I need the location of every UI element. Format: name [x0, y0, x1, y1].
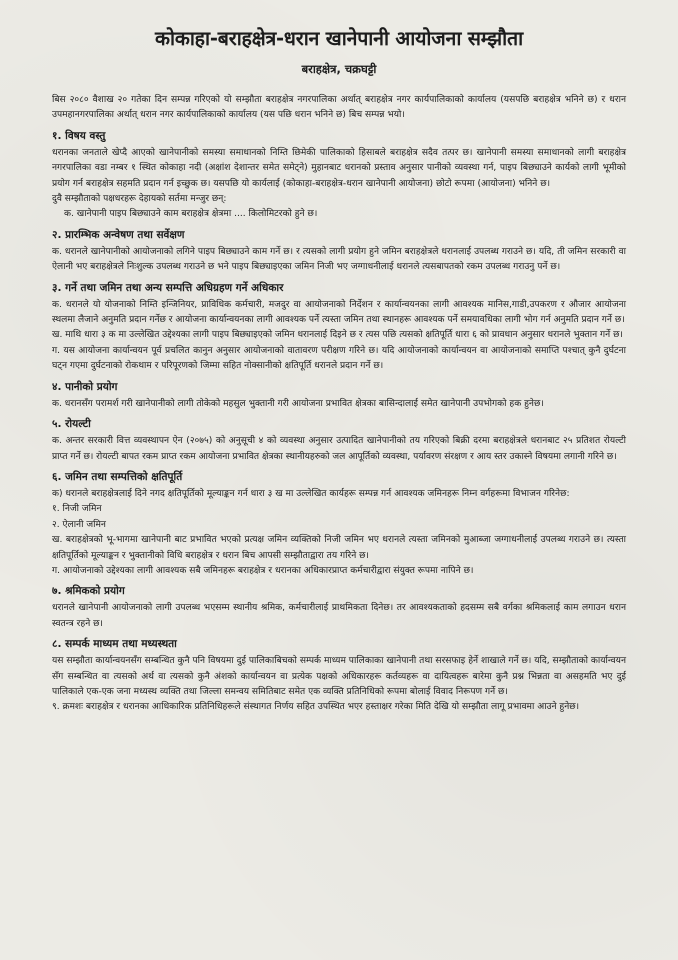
section-3-para-3: ग. यस आयोजना कार्यान्वयन पूर्व प्रचलित कानुन अनुसार आयोजनाको वातावरण परीक्षण गरिने छ। यदि आयोजनाको कार्यान्वयन वा आयोजनाको समाप्ति पश्चात् कुनै दुर्घटना घट्न गएमा दुर्घटनाको रोकथाम र परिपूरणको जिम्मा सहित नोक्सानीको क्षतिपूर्ति धरानले प्रदान गर्ने छ।: [52, 345, 626, 372]
section-3-para-1: क. धरानले यो योजनाको निम्ति इन्जिनियर, प्राविधिक कर्मचारी, मजदुर वा आयोजनाको निर्देशन र कार्यान्वयनका लागी आवश्यक मानिस,गाडी,उपकरण र औजार आयोजना स्थलमा लैजाने अनुमति प्रदान गर्नेछ र आयोजना कार्यान्वयनका लागी आवश्यक पर्ने त्यस्ता जमिन तथा स्थानहरू आवश्यक पर्ने समयावधिका लागी भोग गर्न अनुमति प्रदान गर्ने छ।: [52, 299, 626, 326]
section-1-heading: १. विषय वस्तु: [52, 129, 106, 142]
section-3-heading: ३. गर्ने तथा जमिन तथा अन्य सम्पत्ति अधिग्रहण गर्ने अधिकार: [52, 281, 284, 294]
section-7-para-1: धरानले खानेपानी आयोजनाको लागी उपलब्ध भएसम्म स्थानीय श्रमिक, कर्मचारीलाई प्राथमिकता दिनेछ। तर आवश्यकताको हदसम्म सबै वर्गका श्रमिकलाई काम लगाउन धरान स्वतन्त्र रहने छ।: [52, 603, 626, 629]
section-4-para-1: क. धरानसँग परामर्श गरी खानेपानीको लागी तोकेको महसुल भुक्तानी गरी आयोजना प्रभावित क्षेत्रका बासिन्दालाई समेत खानेपानी उपभोगको हक हुनेछ।: [52, 398, 544, 409]
section-8-para-1: यस सम्झौता कार्यान्वयनसँग सम्बन्धित कुनै पनि विषयमा दुई पालिकाबिचको सम्पर्क माध्यम पालिकाका खानेपानी तथा सरसफाइ हेर्ने शाखाले गर्ने छ। यदि, सम्झौताको कार्यान्वयन सँग सम्बन्धित वा त्यसको अर्थ वा त्यसको कुनै अंशको कार्यान्वयन वा प्रत्येक पक्षको अधिकारहरू कर्तव्यहरू वा दायित्वहरू बारेमा कुनै प्रश्न भिन्नता वा असहमति भए दुई पालिकाले एक-एक जना मध्यस्थ व्यक्ति तथा जिल्ला समन्वय समितिबाट समेत एक व्यक्ति प्रतिनिधिको रूपमा बोलाई विवाद निरूपण गर्ने छ।: [52, 656, 626, 697]
section-4-heading: ४. पानीको प्रयोग: [52, 380, 118, 393]
section-2-para-1: क. धरानले खानेपानीको आयोजनाको लगिने पाइप बिछ्याउने काम गर्ने छ। र त्यसको लागी प्रयोग हुने जमिन बराहक्षेत्रले धरानलाई उपलब्ध गराउने छ। यदि, ती जमिन सरकारी वा ऐलानी भए बराहक्षेत्रले निःशुल्क उपलब्ध गराउने छ भने पाइप बिछ्याइएका जमिन निजी भए जग्गाधनीलाई धरानले त्यसबापतको रकम उपलब्ध गराउनु पर्ने छ।: [52, 246, 626, 273]
section-1-para-1: धरानका जनताले खेप्दै आएको खानेपानीको समस्या समाधानको निम्ति छिमेकी पालिकाको हिसाबले बराहक्षेत्र सदैव तत्पर छ। खानेपानी समस्या समाधानको लागी बराहक्षेत्र नगरपालिका वडा नम्बर १ स्थित कोकाहा नदी (अक्षांश देशान्तर समेत समेट्ने) मुहानबाट धरानको प्रस्ताव अनुसार पानीको व्यवस्था गर्न, पाइप बिछ्याउने कार्यको लागी भूमीको प्रयोग गर्न बराहक्षेत्र सहमति प्रदान गर्न इच्छुक छ। यसपछि यो कार्यलाई (कोकाहा-बराहक्षेत्र-धरान खानेपानी आयोजना) छोटो रूपमा (आयोजना) भनिने छ।: [52, 147, 626, 189]
section-8-heading: ८. सम्पर्क माध्यम तथा मध्यस्थता: [52, 638, 177, 651]
section-6-list-item-1: १. निजी जमिन: [52, 504, 102, 515]
section-3-para-2: ख. माथि धारा ३ क मा उल्लेखित उद्देश्यका लागी पाइप बिछ्याइएको जमिन धरानलाई दिइने छ र त्यस पछि त्यसको क्षतिपूर्ति धारा ६ को प्रावधान अनुसार धरानले भुक्तान गर्ने छ।: [52, 330, 623, 341]
document-location: बराहक्षेत्र, चक्रघट्टी: [301, 62, 377, 76]
section-9-para-1: ९. क्रमशः बराहक्षेत्र र धरानका आधिकारिक प्रतिनिधिहरूले संस्थागत निर्णय सहित उपस्थित भएर हस्ताक्षर गरेका मिति देखि यो सम्झौता लागू प्रभावमा आउने हुनेछ।: [52, 702, 580, 713]
section-6-heading: ६. जमिन तथा सम्पत्तिको क्षतिपूर्ति: [52, 470, 183, 483]
section-6-para-1: क) धरानले बराहक्षेत्रलाई दिने नगद क्षतिपूर्तिको मूल्याङ्कन गर्न धारा ३ ख मा उल्लेखित कार्यहरू सम्पन्न गर्न आवश्यक जमिनहरू निम्न वर्गहरूमा विभाजन गरिनेछ:: [52, 488, 570, 499]
section-6-para-2: ख. बराहक्षेत्रको भू-भागमा खानेपानी बाट प्रभावित भएको प्रत्यक्ष जमिन व्यक्तिको निजी जमिन भए धरानले त्यस्ता जमिनको मुआब्जा जग्गाधनीलाई उपलब्ध गराउने छ। त्यस्ता क्षतिपूर्तिको मूल्याङ्कन र भुक्तानीको विधि बराहक्षेत्र र धरान बिच आपसी सम्झौताद्वारा तय गरिने छ।: [52, 535, 626, 561]
intro-paragraph: बिस २०८० वैशाख २० गतेका दिन सम्पन्न गरिएको यो सम्झौता बराहक्षेत्र नगरपालिका अर्थात् बराहक्षेत्र नगर कार्यपालिकाको कार्यालय (यसपछि बराहक्षेत्र भनिने छ) र धरान उपमहानगरपालिका अर्थात् धरान नगर कार्यपालिकाको कार्यालय (यस पछि धरान भनिने छ) बिच सम्पन्न भयो।: [52, 95, 626, 121]
section-5-heading: ५. रोयल्टी: [52, 418, 91, 431]
section-1-para-2: दुवै सम्झौताको पक्षधरहरू देहायको सर्तमा मन्जुर छन्:: [52, 194, 227, 205]
section-7-heading: ७. श्रमिकको प्रयोग: [52, 585, 125, 598]
section-2-heading: २. प्रारम्भिक अन्वेषण तथा सर्वेक्षण: [52, 228, 185, 241]
section-5-para-1: क. अन्तर सरकारी वित्त व्यवस्थापन ऐन (२०७५) को अनुसूची ४ को व्यवस्था अनुसार उत्पादित खानेपानीको तय गरिएको बिक्री दरमा बराहक्षेत्रले धरानबाट २५ प्रतिशत रोयल्टी प्राप्त गर्ने छ। रोयल्टी बापत रकम प्राप्त रकम आयोजना प्रभावित क्षेत्रका स्थानीयहरुको जल आपूर्तिको व्यवस्था, पर्यावरण संरक्षण र आय स्तर उकास्ने विषयमा लगानी गरिने छ।: [52, 436, 626, 462]
section-6-list-item-2: २. ऐलानी जमिन: [52, 519, 106, 530]
section-6-para-3: ग. आयोजनाको उद्देश्यका लागी आवश्यक सबै जमिनहरू बराहक्षेत्र र धरानका अधिकारप्राप्त कर्मचारीद्वारा संयुक्त रूपमा नापिने छ।: [52, 565, 474, 576]
document-title: कोकाहा-बराहक्षेत्र-धरान खानेपानी आयोजना सम्झौता: [155, 27, 523, 50]
section-1-para-3: क. खानेपानी पाइप बिछ्याउने काम बराहक्षेत्र क्षेत्रमा .... किलोमिटरको हुने छ।: [64, 209, 318, 220]
